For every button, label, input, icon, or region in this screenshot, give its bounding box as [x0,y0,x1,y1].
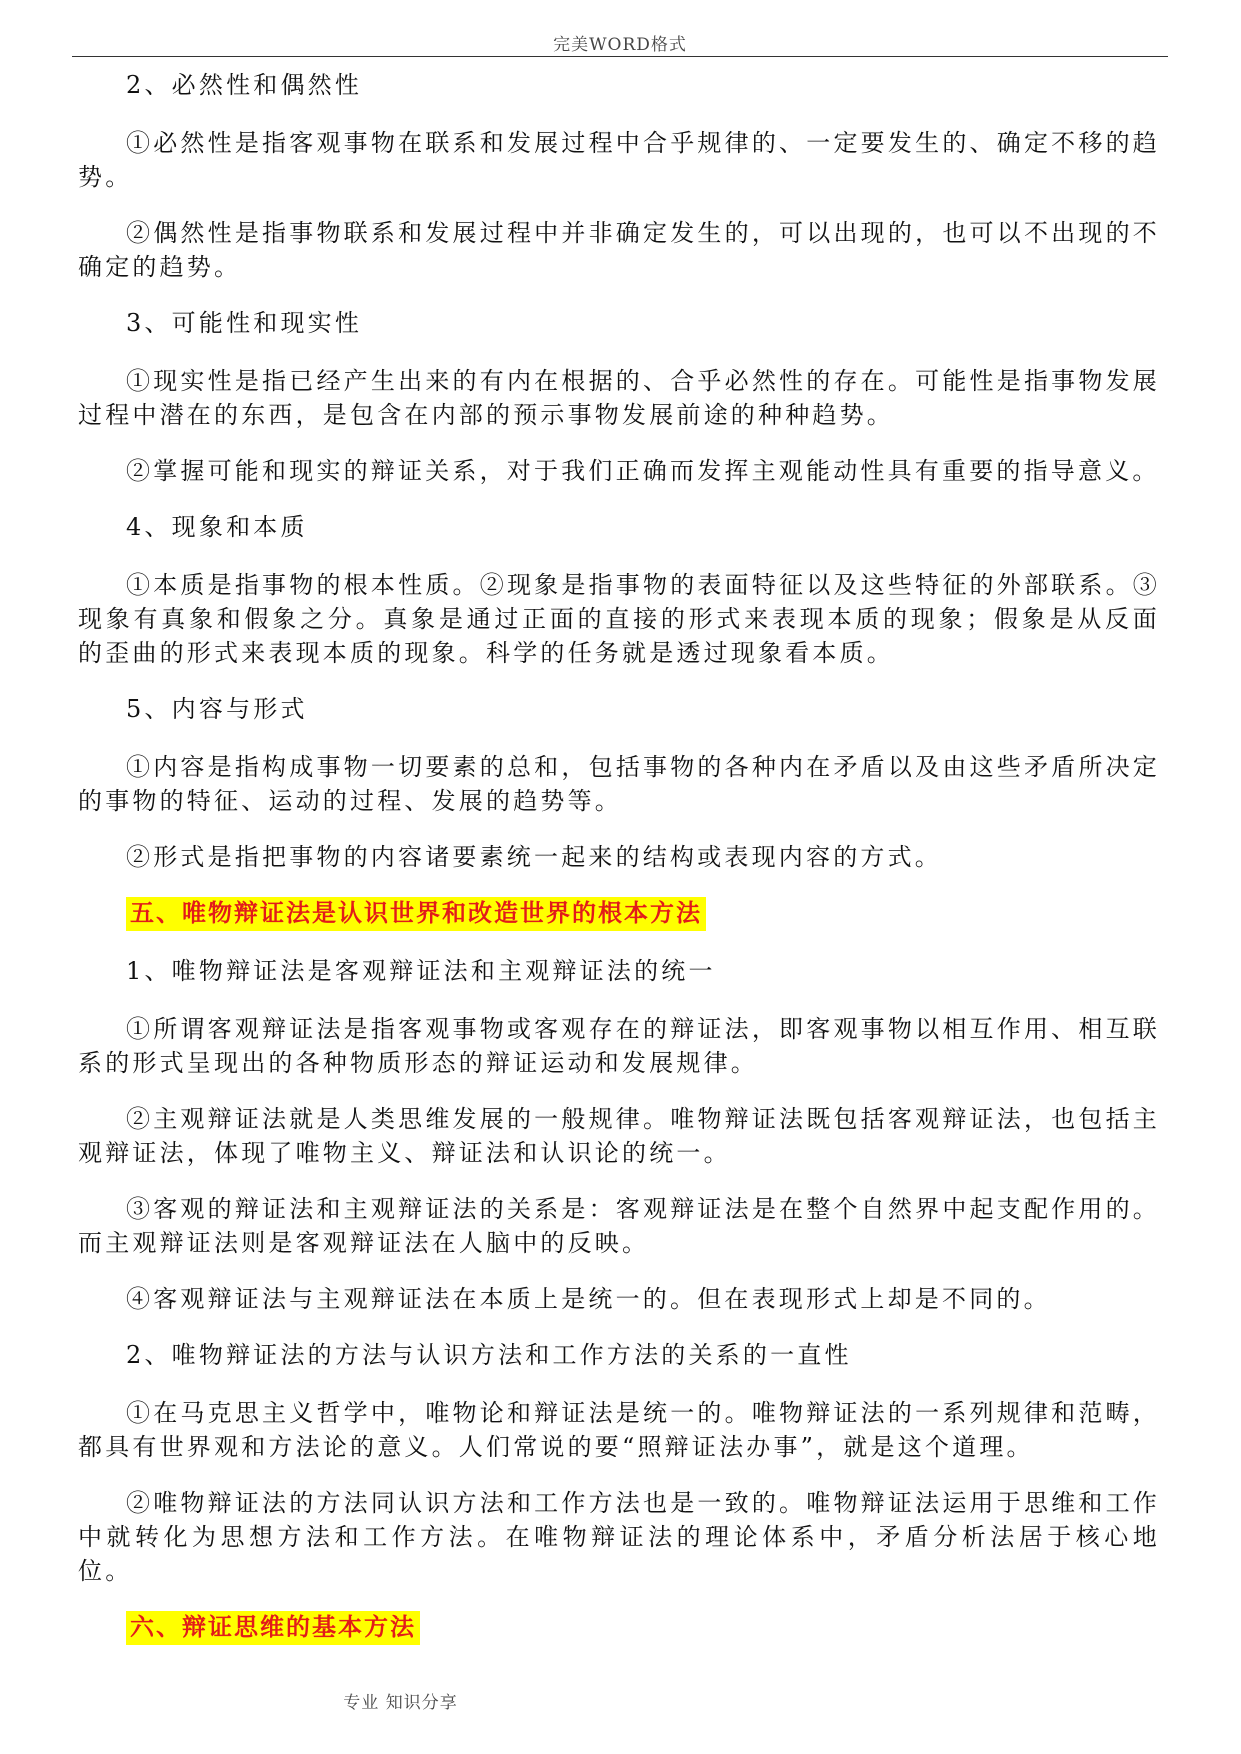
paragraph: ②唯物辩证法的方法同认识方法和工作方法也是一致的。唯物辩证法运用于思维和工作中就转化为思想方法和工作方法。在唯物辩证法的理论体系中，矛盾分析法居于核心地位。 [78,1489,1160,1585]
section-heading [78,1610,1160,1644]
subheading: 1、唯物辩证法是客观辩证法和主观辩证法的统一 [126,957,716,985]
paragraph: ①本质是指事物的根本性质。②现象是指事物的表面特征以及这些特征的外部联系。③现象有真象和假象之分。真象是通过正面的直接的形式来表现本质的现象；假象是从反面的歪曲的形式来表现本质的现象。科学的任务就是透过现象看本质。 [78,571,1160,667]
paragraph: ③客观的辩证法和主观辩证法的关系是：客观辩证法是在整个自然界中起支配作用的。而主观辩证法则是客观辩证法在人脑中的反映。 [78,1195,1160,1257]
paragraph: ①现实性是指已经产生出来的有内在根据的、合乎必然性的存在。可能性是指事物发展过程中潜在的东西，是包含在内部的预示事物发展前途的种种趋势。 [78,367,1160,429]
section-heading [78,896,1160,930]
subheading: 4、现象和本质 [126,513,308,541]
paragraph: ②形式是指把事物的内容诸要素统一起来的结构或表现内容的方式。 [126,843,942,871]
subheading: 3、可能性和现实性 [126,309,363,337]
subheading: 5、内容与形式 [126,695,308,723]
document-body [78,68,1160,1668]
page-header [72,26,1168,57]
paragraph: ②主观辩证法就是人类思维发展的一般规律。唯物辩证法既包括客观辩证法，也包括主观辩证法，体现了唯物主义、辩证法和认识论的统一。 [78,1105,1160,1167]
subheading: 2、唯物辩证法的方法与认识方法和工作方法的关系的一直性 [126,1341,852,1369]
paragraph: ②掌握可能和现实的辩证关系，对于我们正确而发挥主观能动性具有重要的指导意义。 [126,457,1160,485]
paragraph: ①内容是指构成事物一切要素的总和，包括事物的各种内在矛盾以及由这些矛盾所决定的事物的特征、运动的过程、发展的趋势等。 [78,753,1160,815]
footer-text: 专业 知识分享 [343,1693,458,1713]
paragraph: ①必然性是指客观事物在联系和发展过程中合乎规律的、一定要发生的、确定不移的趋势。 [78,129,1160,191]
subheading: 2、必然性和偶然性 [126,71,363,99]
paragraph: ④客观辩证法与主观辩证法在本质上是统一的。但在表现形式上却是不同的。 [126,1285,1051,1313]
paragraph: ①所谓客观辩证法是指客观事物或客观存在的辩证法，即客观事物以相互作用、相互联系的形式呈现出的各种物质形态的辩证运动和发展规律。 [78,1015,1160,1077]
section-heading-highlight: 五、唯物辩证法是认识世界和改造世界的根本方法 [126,897,706,931]
page-footer [0,1688,1241,1713]
section-heading-highlight: 六、辩证思维的基本方法 [126,1611,420,1645]
paragraph: ①在马克思主义哲学中，唯物论和辩证法是统一的。唯物辩证法的一系列规律和范畴，都具有世界观和方法论的意义。人们常说的要“照辩证法办事”，就是这个道理。 [78,1399,1160,1461]
header-text: 完美WORD格式 [553,35,687,55]
paragraph: ②偶然性是指事物联系和发展过程中并非确定发生的，可以出现的，也可以不出现的不确定的趋势。 [78,219,1160,281]
